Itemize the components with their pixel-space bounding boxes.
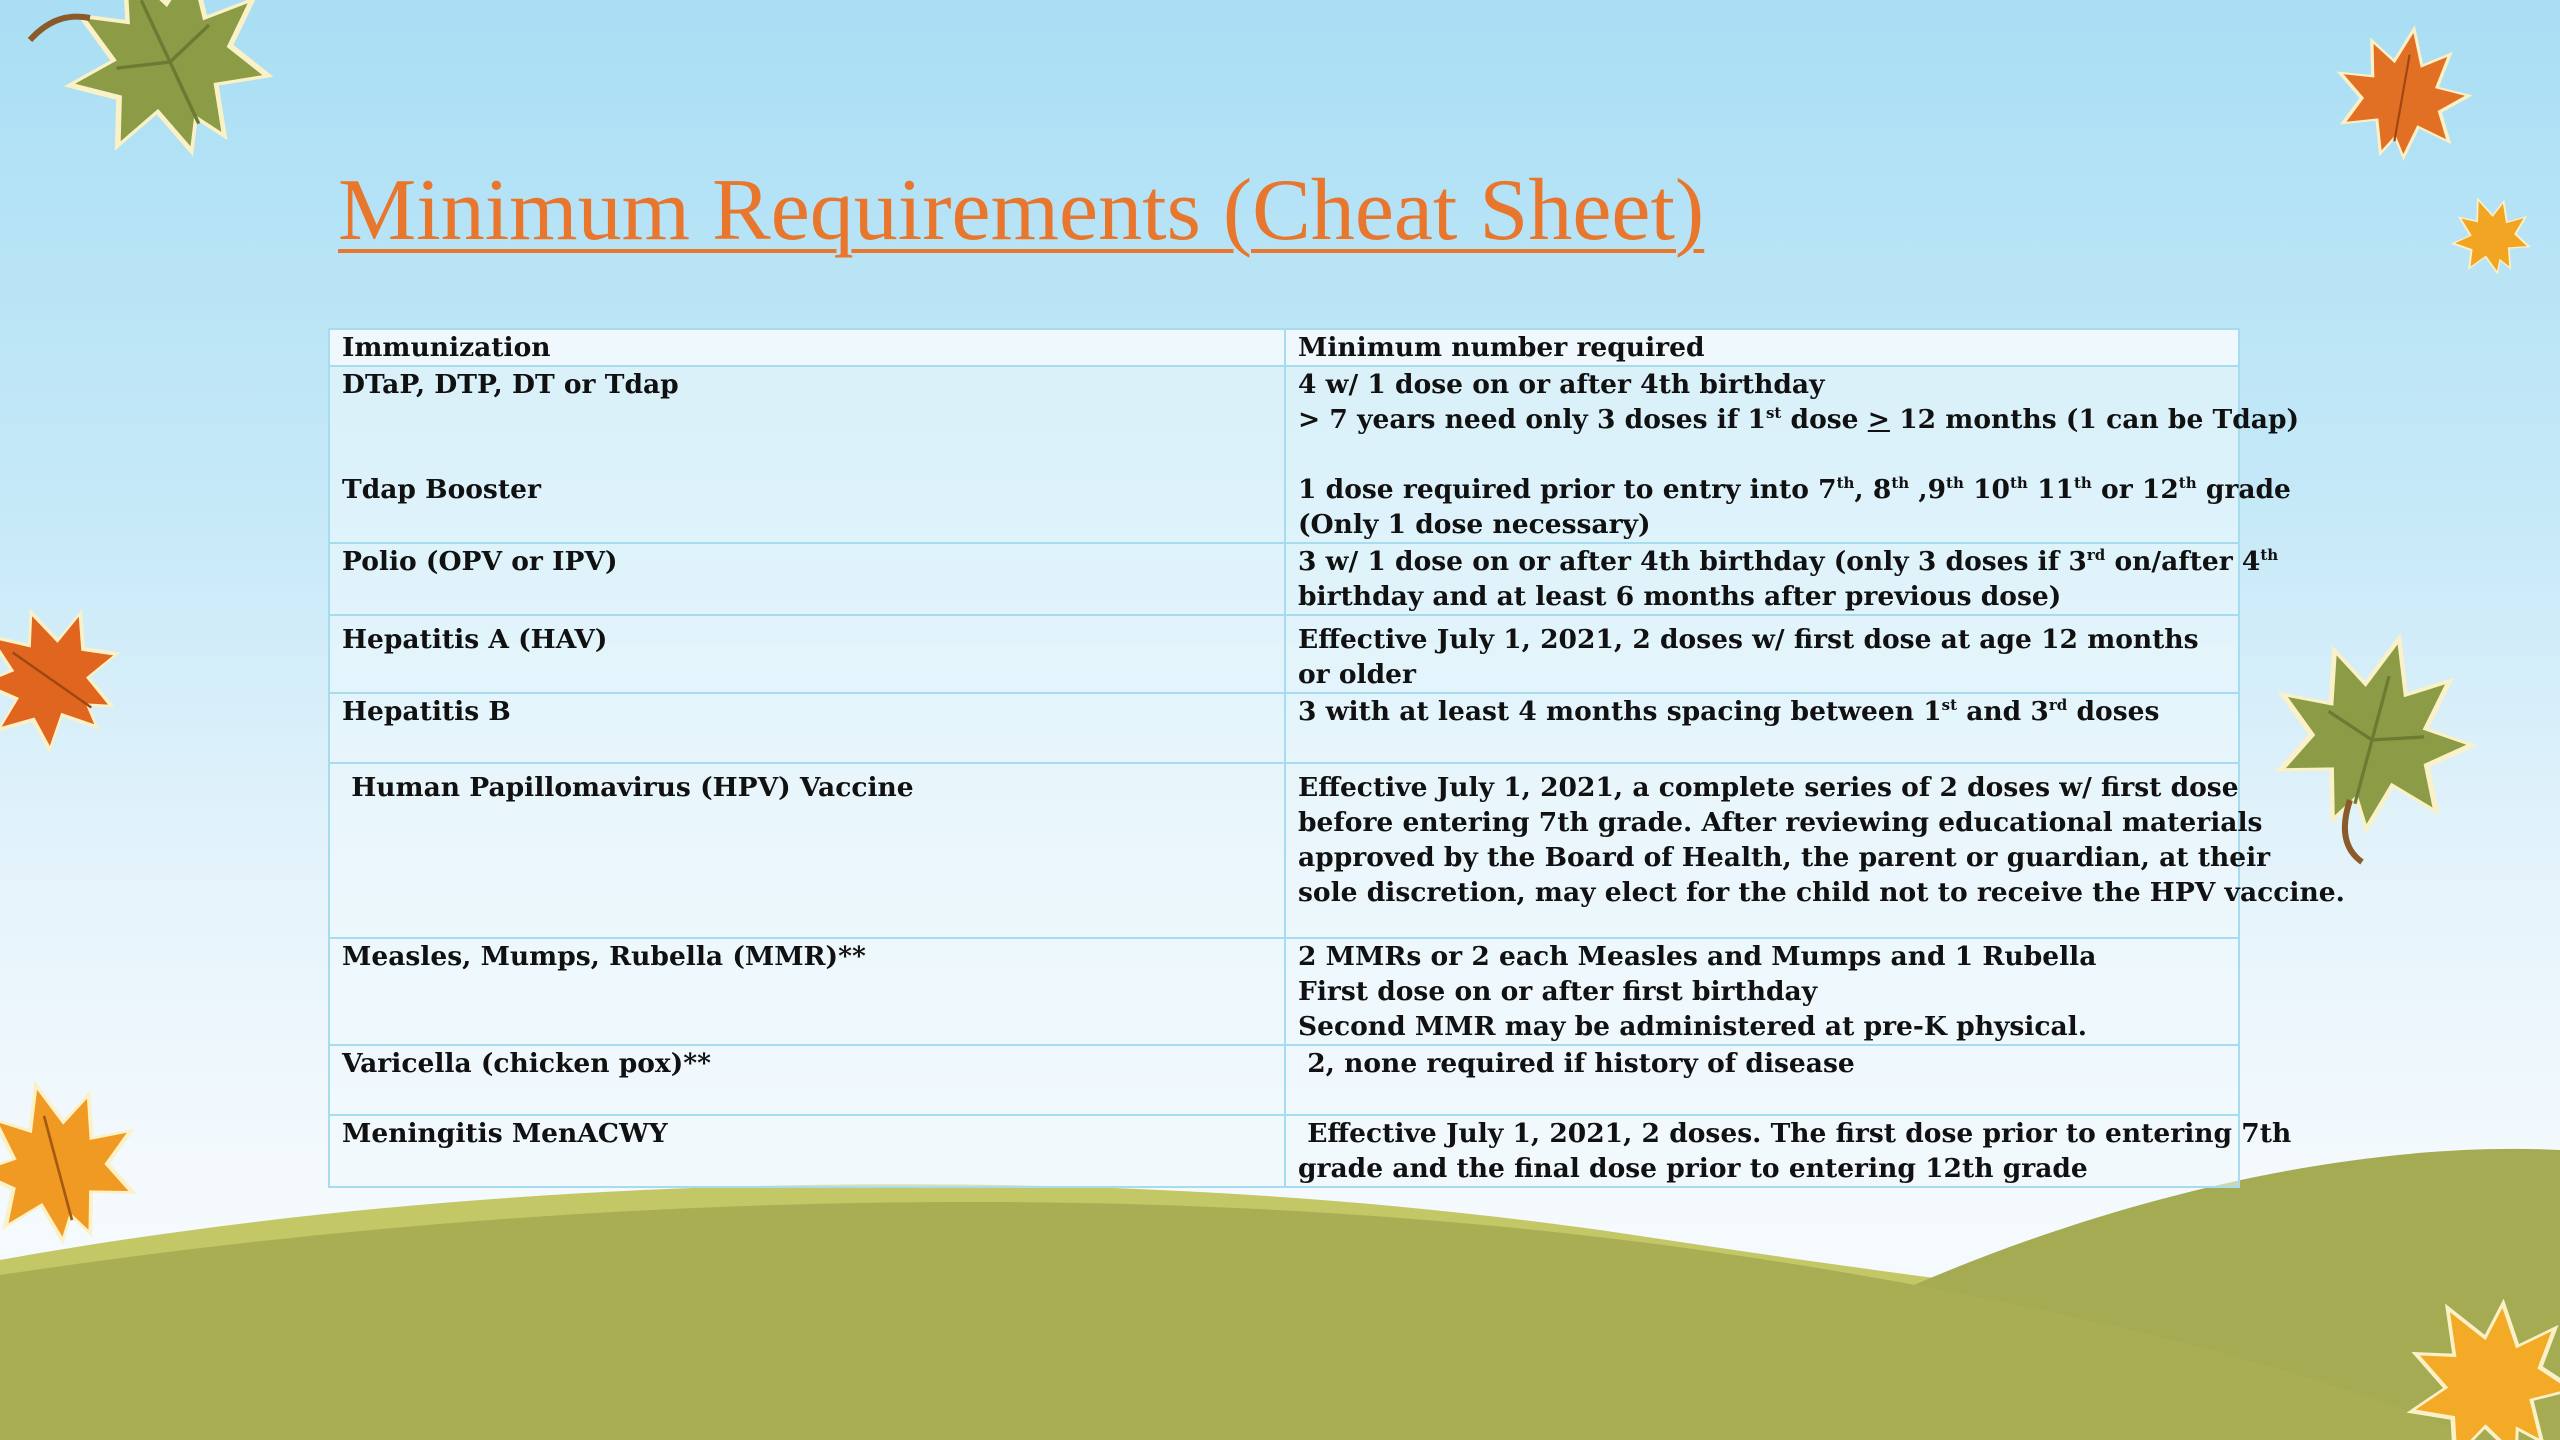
requirement-cell [1285, 543, 2279, 615]
immunization-name: Meningitis MenACWY [329, 1115, 1285, 1187]
header-immunization: Immunization [329, 329, 1285, 366]
table-row [329, 763, 2239, 938]
requirement-cell [1285, 938, 2239, 1045]
immunization-name: Tdap Booster [342, 474, 541, 505]
requirement-text: 3 with at least 4 months spacing between 1st and 3rd doses [1298, 696, 2160, 727]
immunization-name: Hepatitis A (HAV) [329, 615, 1285, 693]
immunization-name: Hepatitis B [329, 693, 1285, 763]
table-row [329, 938, 2239, 1045]
requirement-text: Second MMR may be administered at pre-K physical. [1298, 1011, 2087, 1042]
maple-leaf-icon [2439, 183, 2543, 286]
requirement-text: 4 w/ 1 dose on or after 4th birthday [1298, 369, 1825, 400]
requirement-text: 1 dose required prior to entry into 7th, 8th ,9th 10th 11th or 12th grade [1298, 474, 2291, 505]
immunization-cell [329, 366, 1285, 543]
requirement-text: before entering 7th grade. After reviewing educational materials [1298, 807, 2263, 838]
requirement-text: Effective July 1, 2021, 2 doses. The first dose prior to entering 7th [1298, 1118, 2292, 1149]
table-row [329, 615, 2239, 693]
requirement-text: Effective July 1, 2021, 2 doses w/ first dose at age 12 months or older [1285, 615, 2239, 693]
requirement-text: (Only 1 dose necessary) [1298, 509, 1651, 540]
requirement-text: 2, none required if history of disease [1285, 1045, 2239, 1115]
requirement-cell [1285, 763, 2345, 938]
maple-leaf-icon [0, 572, 150, 780]
table-row [329, 1045, 2239, 1115]
table-row [329, 693, 2239, 763]
table-row [329, 366, 2239, 543]
immunization-name: DTaP, DTP, DT or Tdap [342, 369, 679, 400]
requirement-text: > 7 years need only 3 doses if 1st dose > 12 months (1 can be Tdap) [1298, 404, 2300, 435]
maple-leaf-icon [25, 0, 307, 193]
maple-leaf-icon [0, 1058, 159, 1262]
table-header-row [329, 329, 2239, 366]
requirement-text: First dose on or after first birthday [1298, 976, 1818, 1007]
requirement-text: grade and the final dose prior to entering 12th grade [1298, 1153, 2088, 1184]
table-row [329, 1115, 2239, 1187]
immunization-name: Varicella (chicken pox)** [329, 1045, 1285, 1115]
requirement-cell [1285, 366, 2300, 543]
requirements-table [328, 328, 2345, 1188]
slide-title: Minimum Requirements (Cheat Sheet) [338, 162, 1705, 259]
header-minimum-required: Minimum number required [1285, 329, 2239, 366]
requirement-text: birthday and at least 6 months after previous dose) [1298, 581, 2062, 612]
requirement-text: Effective July 1, 2021, a complete series of 2 doses w/ first dose [1298, 772, 2239, 803]
requirement-text: sole discretion, may elect for the child not to receive the HPV vaccine. [1298, 877, 2345, 908]
maple-leaf-icon [2248, 606, 2501, 856]
requirement-cell [1285, 1115, 2292, 1187]
requirement-cell [1285, 693, 2239, 763]
requirement-text: 3 w/ 1 dose on or after 4th birthday (only 3 doses if 3rd on/after 4th [1298, 546, 2279, 577]
immunization-name: Measles, Mumps, Rubella (MMR)** [329, 938, 1285, 1045]
table-row [329, 543, 2239, 615]
maple-leaf-icon [2323, 13, 2482, 170]
requirement-text: 2 MMRs or 2 each Measles and Mumps and 1 Rubella [1298, 941, 2097, 972]
immunization-name: Human Papillomavirus (HPV) Vaccine [329, 763, 1285, 938]
requirement-text: approved by the Board of Health, the parent or guardian, at their [1298, 842, 2271, 873]
immunization-name: Polio (OPV or IPV) [329, 543, 1285, 615]
